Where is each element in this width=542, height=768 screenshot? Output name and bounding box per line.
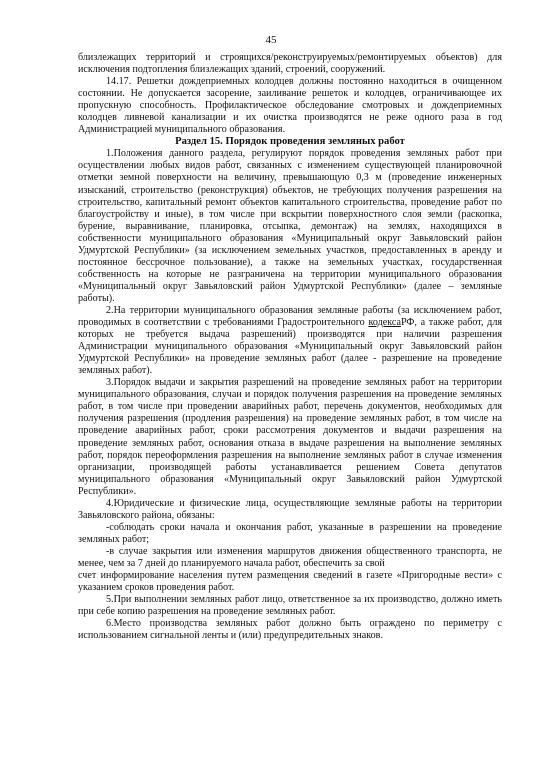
paragraph-2 <box>78 305 502 377</box>
paragraph-continuation: близлежащих территорий и строящихся/реконструируемых/ремонтируемых объектов) для исключения подтопления близлежащих зданий, строений, сооружений. <box>78 52 502 76</box>
paragraph-5: 5.При выполнении земляных работ лицо, ответственное за их производство, должно иметь при себе копию разрешения на проведение земляных работ. <box>78 594 502 618</box>
paragraph-3: 3.Порядок выдачи и закрытия разрешений на проведение земляных работ на территории муниципального образования, случаи и порядок получения разрешения на проведение земляных работ, в том числе при проведении аварийных работ, перечень документов, необходимых для получения разрешения (продления разрешения) на проведение земляных работ, в том числе на проведение аварийных работ, сроки рассмотрения документов и выдачи разрешения на проведение земляных работ, основания отказа в выдаче разрешения на выполнение земляных работ, порядок переоформления разрешения на выполнение земляных работ в случае изменения организации, производящей работы устанавливается решением Совета депутатов муниципального образования «Муниципальный округ Завьяловский район Удмуртской Республики». <box>78 377 502 497</box>
list-item-transport: -в случае закрытия или изменения маршрутов движения общественного транспорта, не менее, чем за 7 дней до планируемого начала работ, обеспечить за свой <box>78 545 502 569</box>
paragraph-2-part-2: РФ, а также работ, для которых не требуется выдача разрешений) производятся при наличии разрешения Администрации муниципального образования «Муниципальный округ Завьяловский район Удмуртской Республики» на проведение земляных работ (далее - разрешение на проведение земляных работ). <box>78 317 503 377</box>
paragraph-14-17: 14.17. Решетки дождеприемных колодцев должны постоянно находиться в очищенном состоянии. Не допускается засорение, заиливание решеток и колодцев, ограничивающее их пропускную способность. Профилактическое обследование смотровых и дождеприемных колодцев ливневой канализации и их очистка производятся не реже одного раза в год Администрацией муниципального образования. <box>78 76 502 136</box>
paragraph-transport-continuation: счет информирование населения путем размещения сведений в газете «Пригородные вести» с указанием сроков проведения работ. <box>78 570 502 594</box>
paragraph-4: 4.Юридические и физические лица, осуществляющие земляные работы на территории Завьяловского района, обязаны: <box>78 497 502 521</box>
codex-link[interactable]: кодекса <box>368 317 401 329</box>
paragraph-1: 1.Положения данного раздела, регулируют порядок проведения земляных работ при осуществлении любых видов работ, связанных с изменением существующей планировочной отметки земной поверхности на величину, превышающую 0,3 м (проведение инженерных изысканий, строительство (реконструкция) объектов, не требующих получения разрешения на строительство, капитальный ремонт объектов капитального строительства, проведение работ по благоустройству и иные), в том числе при вскрытии поверхностного слоя земли (раскопка, бурение, выравнивание, планировка, отсыпка, демонтаж) на землях, находящихся в собственности муниципального образования «Муниципальный округ Завьяловский район Удмуртской Республики» (за исключением земельных участков, предоставленных в аренду и постоянное бессрочное пользование), а также на земельных участках, государственная собственность на которые не разграничена на территории муниципального образования «Муниципальный округ Завьяловский район Удмуртской Республики» (далее – земляные работы). <box>78 148 502 304</box>
paragraph-2-part-1: 2.На территории муниципального образования земляные работы (за исключением работ, проводимых в соответствии с требованиями Градостроительного <box>78 304 502 329</box>
list-item-deadlines: -соблюдать сроки начала и окончания работ, указанные в разрешении на проведение земляных работ; <box>78 521 502 545</box>
paragraph-6: 6.Место производства земляных работ должно быть ограждено по периметру с использованием сигнальной ленты и (или) предупредительных знаков. <box>78 618 502 642</box>
document-body <box>78 52 502 642</box>
page-number: 45 <box>265 34 277 46</box>
section-heading: Раздел 15. Порядок проведения земляных работ <box>175 136 405 148</box>
